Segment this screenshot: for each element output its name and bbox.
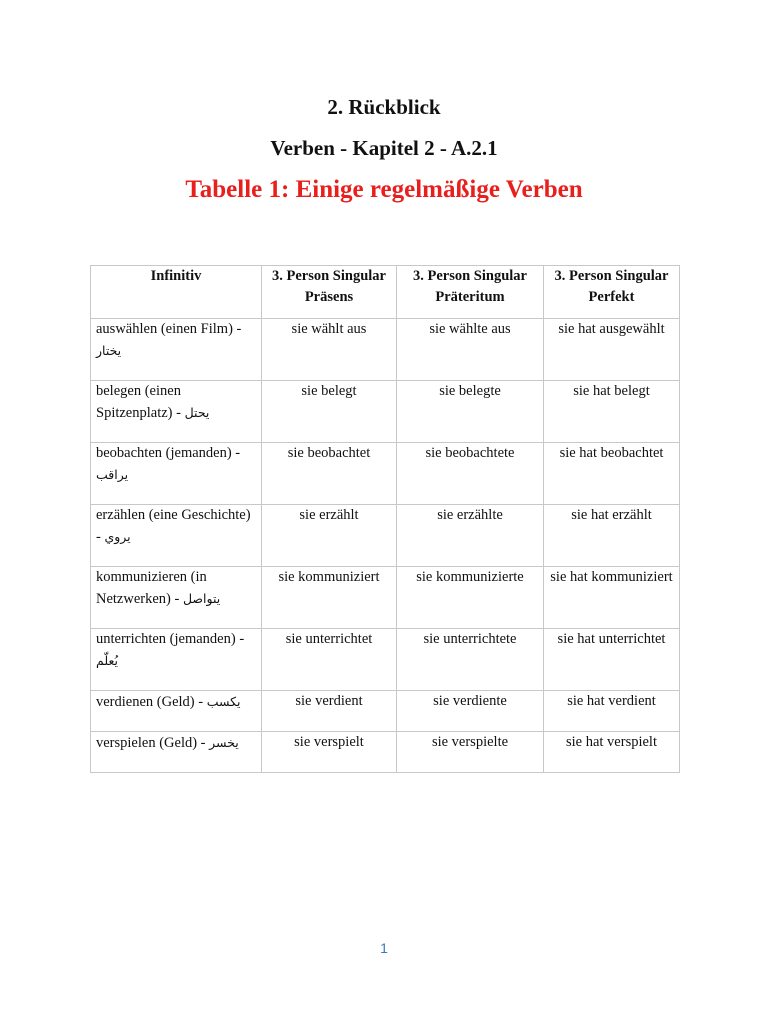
table-row: [91, 691, 680, 732]
table-header: [91, 266, 680, 319]
praesens-cell: sie verspielt: [262, 732, 397, 773]
table-body: [91, 319, 680, 773]
perfekt-cell: sie hat belegt: [544, 381, 680, 443]
arabic-translation: يراقب: [96, 467, 129, 482]
infinitive-text: auswählen (einen Film) -: [96, 321, 242, 337]
header-praesens: 3. Person Singular Präsens: [262, 266, 397, 319]
arabic-translation: يخسر: [209, 735, 239, 750]
praesens-cell: sie unterrichtet: [262, 629, 397, 691]
table-row: [91, 567, 680, 629]
praeteritum-cell: sie wählte aus: [397, 319, 544, 381]
perfekt-cell: sie hat kommuniziert: [544, 567, 680, 629]
header-row: [91, 266, 680, 319]
table-row: [91, 381, 680, 443]
infinitive-text: verdienen (Geld) -: [96, 694, 204, 710]
perfekt-cell: sie hat ausgewählt: [544, 319, 680, 381]
praesens-cell: sie erzählt: [262, 505, 397, 567]
praesens-cell: sie verdient: [262, 691, 397, 732]
praeteritum-cell: sie verspielte: [397, 732, 544, 773]
header-infinitiv: Infinitiv: [91, 266, 262, 319]
table-row: [91, 629, 680, 691]
table-row: [91, 443, 680, 505]
infinitive-cell: [91, 319, 262, 381]
infinitive-text: kommunizieren (in Netzwerken) -: [96, 569, 207, 607]
praeteritum-cell: sie erzählte: [397, 505, 544, 567]
praeteritum-cell: sie verdiente: [397, 691, 544, 732]
table-row: [91, 319, 680, 381]
section-heading: 2. Rückblick: [327, 95, 441, 119]
praesens-cell: sie kommuniziert: [262, 567, 397, 629]
header-praeteritum: 3. Person Singular Präteritum: [397, 266, 544, 319]
perfekt-cell: sie hat erzählt: [544, 505, 680, 567]
infinitive-text: verspielen (Geld) -: [96, 735, 206, 751]
arabic-translation: يختار: [96, 343, 122, 358]
infinitive-text: beobachten (jemanden) -: [96, 445, 241, 461]
page-number: 1: [380, 940, 388, 956]
table-title: Tabelle 1: Einige regelmäßige Verben: [185, 176, 583, 203]
praeteritum-cell: sie kommunizierte: [397, 567, 544, 629]
infinitive-cell: [91, 443, 262, 505]
table-row: [91, 505, 680, 567]
arabic-translation: يُعلّم: [96, 653, 118, 668]
arabic-translation: يحتل: [184, 405, 210, 420]
praeteritum-cell: sie beobachtete: [397, 443, 544, 505]
infinitive-text: unterrichten (jemanden) -: [96, 631, 245, 647]
perfekt-cell: sie hat verspielt: [544, 732, 680, 773]
infinitive-cell: [91, 629, 262, 691]
praesens-cell: sie wählt aus: [262, 319, 397, 381]
perfekt-cell: sie hat verdient: [544, 691, 680, 732]
infinitive-text: erzählen (eine Geschichte) -: [96, 507, 251, 545]
infinitive-cell: [91, 505, 262, 567]
infinitive-cell: [91, 732, 262, 773]
infinitive-cell: [91, 381, 262, 443]
infinitive-cell: [91, 691, 262, 732]
infinitive-text: belegen (einen Spitzenplatz) -: [96, 383, 181, 421]
praeteritum-cell: sie belegte: [397, 381, 544, 443]
arabic-translation: يروي: [104, 529, 131, 544]
perfekt-cell: sie hat unterrichtet: [544, 629, 680, 691]
arabic-translation: يكسب: [206, 694, 241, 709]
verb-table: [90, 265, 680, 773]
arabic-translation: يتواصل: [182, 591, 221, 606]
header-perfekt: 3. Person Singular Perfekt: [544, 266, 680, 319]
praesens-cell: sie belegt: [262, 381, 397, 443]
chapter-heading: Verben - Kapitel 2 - A.2.1: [270, 136, 498, 160]
infinitive-cell: [91, 567, 262, 629]
table-row: [91, 732, 680, 773]
perfekt-cell: sie hat beobachtet: [544, 443, 680, 505]
praeteritum-cell: sie unterrichtete: [397, 629, 544, 691]
praesens-cell: sie beobachtet: [262, 443, 397, 505]
